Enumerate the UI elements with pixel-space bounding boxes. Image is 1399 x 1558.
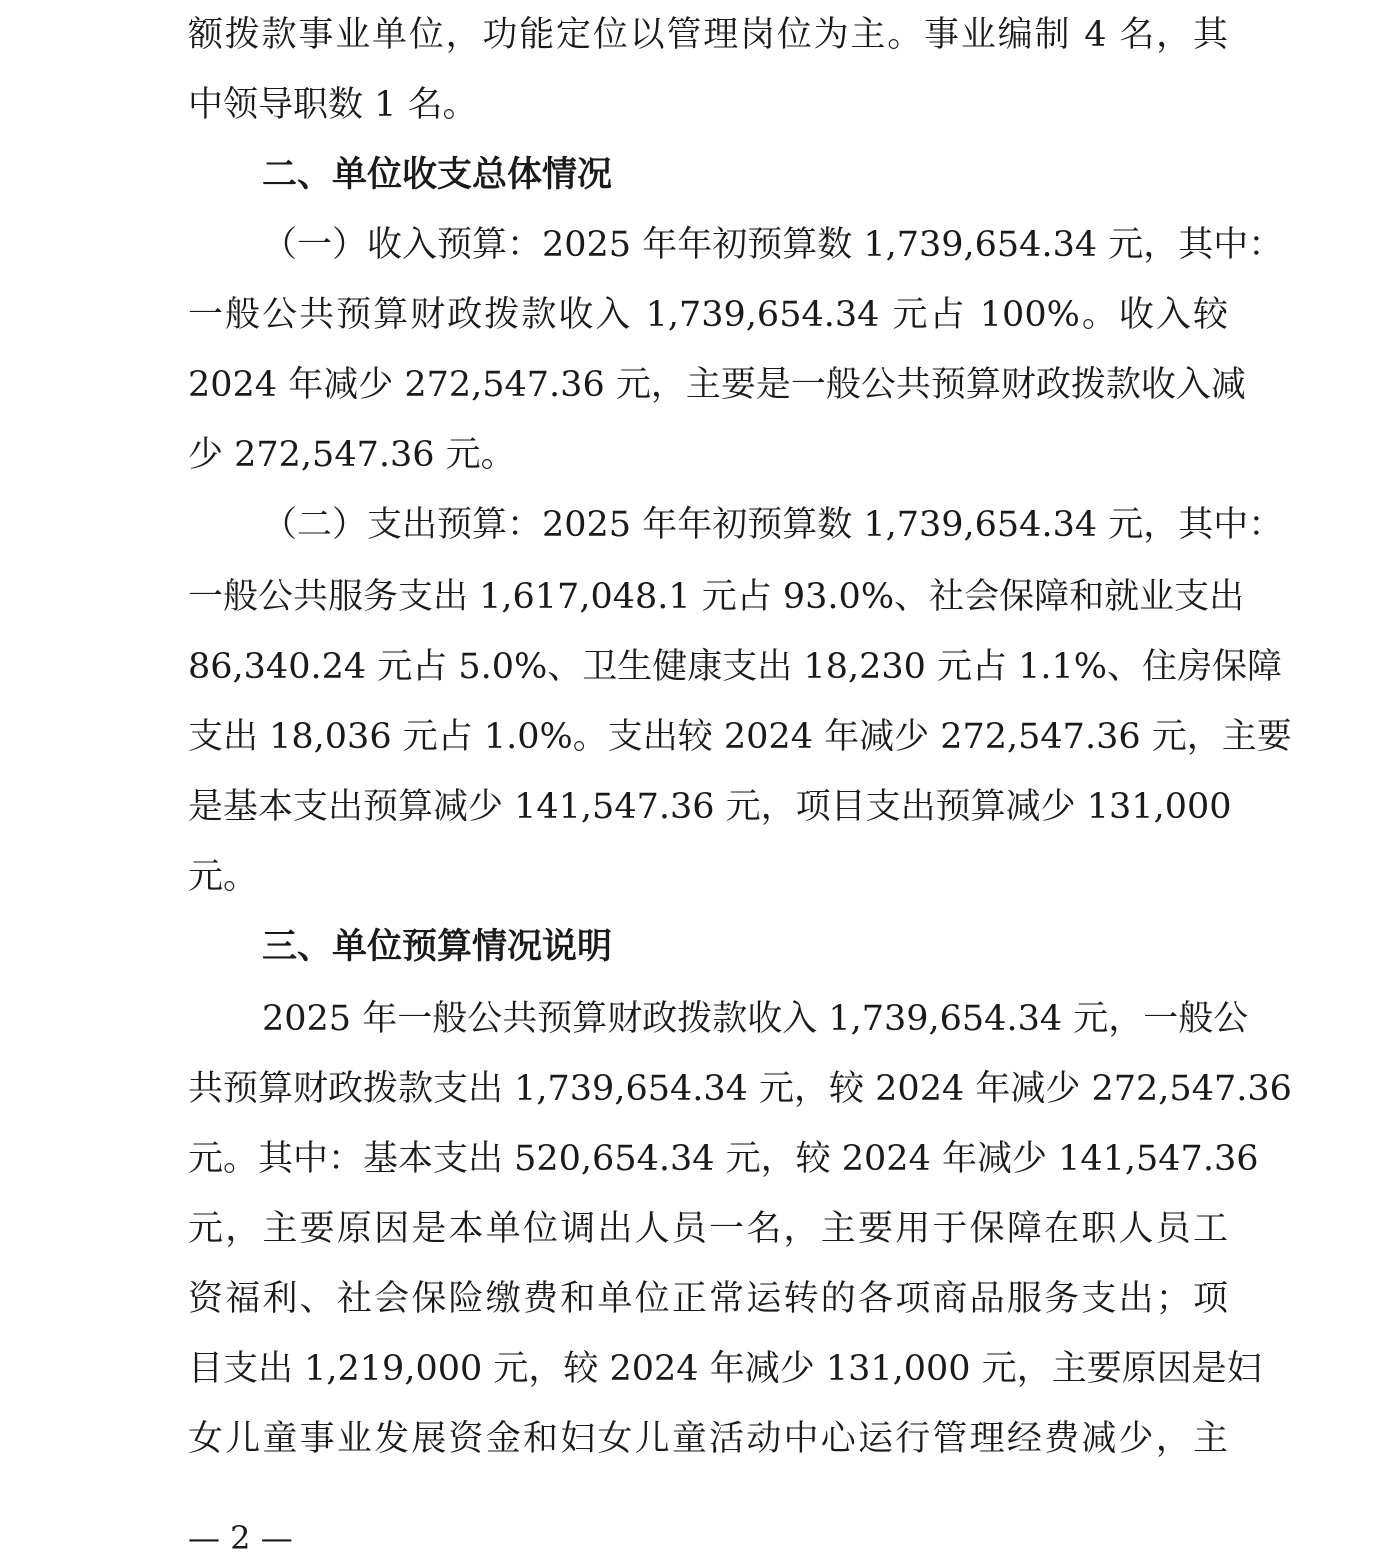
body-text-line: 额拨款事业单位，功能定位以管理岗位为主。事业编制 4 名，其 [188, 15, 1228, 55]
body-text-line: 共预算财政拨款支出 1,739,654.34 元，较 2024 年减少 272,547.36 [188, 1069, 1292, 1109]
body-text-line: 一般公共预算财政拨款收入 1,739,654.34 元占 100%。收入较 [188, 295, 1228, 335]
body-text-line: 元。 [188, 857, 259, 897]
body-text-line: （一）收入预算：2025 年年初预算数 1,739,654.34 元，其中： [262, 225, 1284, 265]
section-heading: 二、单位收支总体情况 [262, 154, 613, 195]
body-text-line: 2024 年减少 272,547.36 元，主要是一般公共预算财政拨款收入减 [188, 365, 1246, 405]
body-text-line: 支出 18,036 元占 1.0%。支出较 2024 年减少 272,547.36 元，主要 [188, 717, 1292, 757]
body-text-line: 女儿童事业发展资金和妇女儿童活动中心运行管理经费减少，主 [188, 1419, 1228, 1459]
body-text-line: （二）支出预算：2025 年年初预算数 1,739,654.34 元，其中： [262, 505, 1284, 545]
body-text-line: 86,340.24 元占 5.0%、卫生健康支出 18,230 元占 1.1%、住房保障 [188, 647, 1283, 687]
body-text-line: 元，主要原因是本单位调出人员一名，主要用于保障在职人员工 [188, 1209, 1228, 1249]
body-text-line: 少 272,547.36 元。 [188, 435, 516, 475]
body-text-line: 元。其中：基本支出 520,654.34 元，较 2024 年减少 141,547.36 [188, 1139, 1259, 1179]
body-text-line: 2025 年一般公共预算财政拨款收入 1,739,654.34 元，一般公 [262, 999, 1249, 1039]
body-text-line: 中领导职数 1 名。 [188, 85, 478, 125]
body-text-line: 是基本支出预算减少 141,547.36 元，项目支出预算减少 131,000 [188, 787, 1232, 827]
page-number: — 2 — [188, 1519, 293, 1557]
body-text-line: 资福利、社会保险缴费和单位正常运转的各项商品服务支出；项 [188, 1279, 1228, 1319]
body-text-line: 目支出 1,219,000 元，较 2024 年减少 131,000 元，主要原因是妇 [188, 1349, 1262, 1389]
body-text-line: 一般公共服务支出 1,617,048.1 元占 93.0%、社会保障和就业支出 [188, 577, 1245, 617]
section-heading: 三、单位预算情况说明 [262, 926, 613, 967]
